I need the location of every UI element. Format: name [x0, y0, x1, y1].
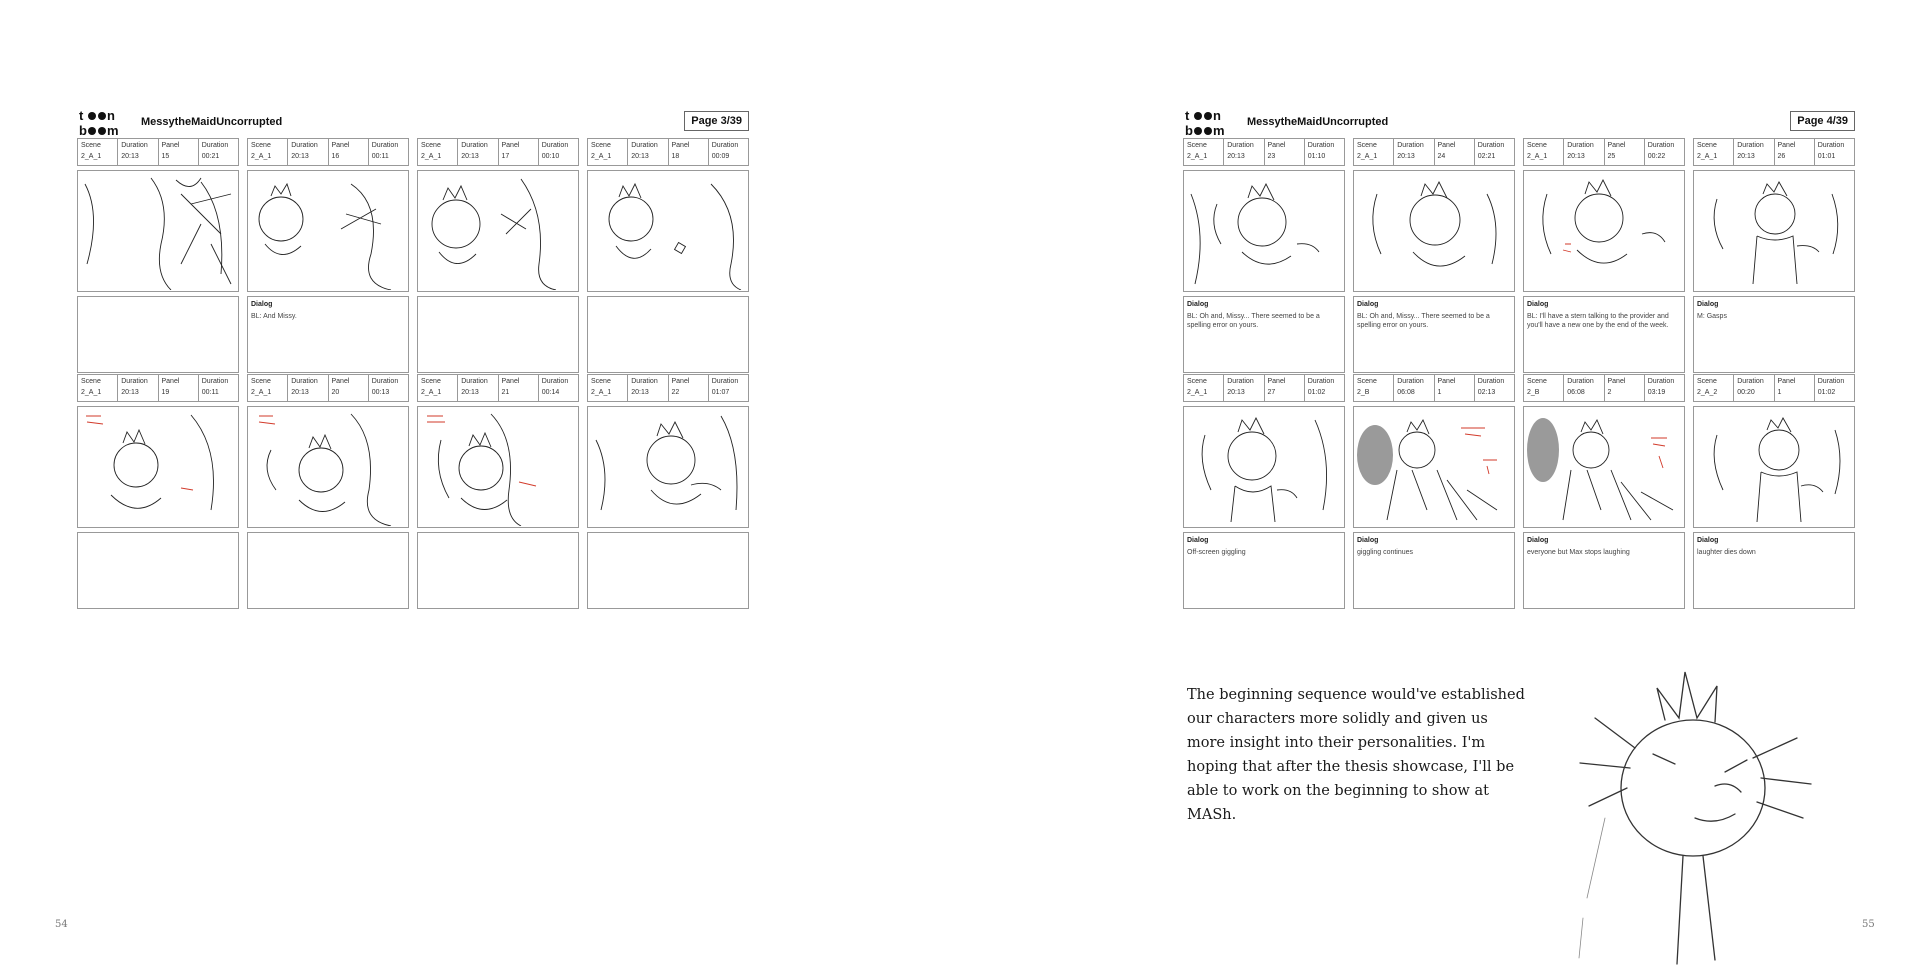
dialog-box: [1183, 296, 1345, 373]
page-number-right: 55: [1862, 919, 1875, 930]
duration-label: Duration: [711, 378, 739, 385]
panel-label: Panel: [671, 378, 690, 385]
scene-label: Scene: [81, 378, 101, 385]
dialog-text: BL: Oh and, Missy... There seemed to be a spelling error on yours.: [1187, 313, 1320, 329]
panel-drawing: [247, 406, 409, 528]
panel-row: [77, 374, 749, 609]
panel-label: Panel: [671, 142, 690, 149]
duration-label: Duration: [541, 378, 569, 385]
svg-text:n: n: [1213, 108, 1221, 123]
panel-duration-value: 00:22: [1647, 153, 1666, 160]
duration-label: Duration: [371, 378, 399, 385]
duration-total-value: 20:13: [121, 153, 139, 160]
scene-value: 2_A_1: [1187, 389, 1208, 396]
panel-label: Panel: [1777, 142, 1796, 149]
storyboard-panel: [1183, 138, 1345, 373]
panel-meta: [1523, 138, 1685, 166]
scene-value: 2_B: [1357, 389, 1370, 396]
dialog-label: Dialog: [1527, 301, 1549, 308]
duration-total-value: 00:20: [1737, 389, 1755, 396]
panel-meta: [417, 374, 579, 402]
panel-meta: [77, 374, 239, 402]
scene-value: 2_A_1: [591, 389, 612, 396]
dialog-text: BL: I'll have a stern talking to the provider and you'll have a new one by the end of the week.: [1527, 313, 1669, 329]
panel-number-value: 1: [1437, 389, 1442, 396]
panel-meta: [247, 138, 409, 166]
panel-label: Panel: [331, 378, 350, 385]
scene-label: Scene: [1527, 142, 1547, 149]
panel-duration-value: 00:10: [541, 153, 560, 160]
svg-text:t: t: [1185, 108, 1190, 123]
panel-drawing: [1183, 406, 1345, 528]
panel-label: Panel: [1607, 142, 1626, 149]
duration-total-value: 20:13: [291, 389, 309, 396]
sketch-image: [1697, 410, 1853, 526]
panel-meta: [417, 138, 579, 166]
dialog-text: giggling continues: [1357, 549, 1414, 556]
panel-duration-value: 01:02: [1307, 389, 1326, 396]
dialog-label: Dialog: [251, 301, 273, 308]
sketch-image: [591, 174, 747, 290]
scene-label: Scene: [1697, 142, 1717, 149]
svg-text:n: n: [107, 108, 115, 123]
panel-drawing: [417, 406, 579, 528]
dialog-box: [77, 296, 239, 373]
duration-label: Duration: [631, 378, 658, 385]
panel-duration-value: 03:19: [1647, 389, 1666, 396]
dialog-box: [1353, 296, 1515, 373]
panel-drawing: [1523, 406, 1685, 528]
dialog-label: Dialog: [1527, 537, 1549, 544]
duration-label: Duration: [1737, 142, 1764, 149]
storyboard-panel: [1353, 138, 1515, 373]
dialog-box: [1693, 296, 1855, 373]
panel-drawing: [1693, 406, 1855, 528]
dialog-text: BL: And Missy.: [251, 313, 297, 320]
panel-meta: [1353, 138, 1515, 166]
body-paragraph: The beginning sequence would've established our characters more solidly and given us more insight into their personalities. I'm hoping that after the thesis showcase, I'll be able to work on the beginning to show at MASh.: [1187, 687, 1525, 823]
duration-label: Duration: [291, 378, 318, 385]
panel-number-value: 24: [1437, 153, 1446, 160]
scene-label: Scene: [591, 378, 611, 385]
storyboard-sheet-left: [77, 108, 749, 606]
storyboard-panel: [77, 138, 239, 373]
scene-label: Scene: [1527, 378, 1547, 385]
panel-row: [1183, 138, 1855, 373]
sketch-image: [1357, 410, 1513, 526]
sketch-image: [421, 410, 577, 526]
duration-label: Duration: [1227, 378, 1254, 385]
panel-number-value: 23: [1267, 153, 1276, 160]
character-doodle-image: [1575, 668, 1815, 968]
panel-meta: [77, 138, 239, 166]
duration-label: Duration: [1817, 142, 1845, 149]
dialog-label: Dialog: [1357, 301, 1379, 308]
sketch-image: [81, 174, 237, 290]
duration-label: Duration: [631, 142, 658, 149]
svg-text:t: t: [79, 108, 84, 123]
storyboard-panel: [417, 138, 579, 373]
panel-duration-value: 00:14: [541, 389, 560, 396]
panel-duration-value: 00:09: [711, 153, 730, 160]
scene-value: 2_A_1: [421, 389, 442, 396]
panel-number-value: 22: [671, 389, 680, 396]
panel-meta: [1353, 374, 1515, 402]
panel-label: Panel: [501, 142, 520, 149]
panel-duration-value: 00:13: [371, 389, 390, 396]
scene-label: Scene: [1187, 378, 1207, 385]
scene-label: Scene: [591, 142, 611, 149]
panel-duration-value: 00:21: [201, 153, 220, 160]
dialog-box: [1183, 532, 1345, 609]
duration-label: Duration: [1307, 142, 1335, 149]
panel-meta: [1183, 374, 1345, 402]
panel-drawing: [1353, 170, 1515, 292]
sketch-image: [591, 410, 747, 526]
panel-duration-value: 00:11: [201, 389, 219, 396]
panel-duration-value: 02:21: [1477, 153, 1496, 160]
panel-label: Panel: [501, 378, 520, 385]
storyboard-panel: [247, 138, 409, 373]
panel-drawing: [417, 170, 579, 292]
panel-label: Panel: [1607, 378, 1626, 385]
panel-drawing: [77, 406, 239, 528]
panel-duration-value: 01:01: [1817, 153, 1836, 160]
dialog-box: [1353, 532, 1515, 609]
panel-drawing: [1523, 170, 1685, 292]
scene-value: 2_A_1: [421, 153, 442, 160]
dialog-box: [1523, 532, 1685, 609]
sketch-image: [1187, 410, 1343, 526]
project-title: MessytheMaidUncorrupted: [1247, 116, 1389, 128]
panel-drawing: [587, 170, 749, 292]
panel-number-value: 25: [1607, 153, 1616, 160]
scene-label: Scene: [1357, 378, 1377, 385]
storyboard-panel: [1523, 374, 1685, 609]
sheet-header: [1183, 108, 1855, 138]
dialog-box: [417, 532, 579, 609]
panel-meta: [1523, 374, 1685, 402]
scene-value: 2_A_1: [81, 389, 102, 396]
dialog-box: [1523, 296, 1685, 373]
panel-number-value: 19: [161, 389, 170, 396]
panel-row: [77, 138, 749, 373]
panel-meta: [587, 138, 749, 166]
panel-meta: [1183, 138, 1345, 166]
duration-total-value: 20:13: [1397, 153, 1415, 160]
duration-label: Duration: [711, 142, 739, 149]
dialog-box: [247, 296, 409, 373]
panel-label: Panel: [161, 142, 180, 149]
page-indicator: Page 3/39: [684, 111, 749, 131]
storyboard-panel: [77, 374, 239, 609]
svg-text:b: b: [79, 123, 87, 138]
svg-text:m: m: [1213, 123, 1225, 138]
duration-total-value: 20:13: [631, 389, 649, 396]
duration-total-value: 20:13: [1737, 153, 1755, 160]
dialog-box: [77, 532, 239, 609]
storyboard-panel: [1353, 374, 1515, 609]
duration-label: Duration: [1737, 378, 1764, 385]
scene-value: 2_B: [1527, 389, 1540, 396]
panel-meta: [1693, 138, 1855, 166]
panel-drawing: [1693, 170, 1855, 292]
panel-label: Panel: [161, 378, 180, 385]
storyboard-panel: [1693, 374, 1855, 609]
sketch-image: [1527, 174, 1683, 290]
dialog-text: BL: Oh and, Missy... There seemed to be a spelling error on yours.: [1357, 313, 1490, 329]
panel-number-value: 18: [671, 153, 680, 160]
scene-value: 2_A_1: [81, 153, 102, 160]
duration-label: Duration: [461, 142, 488, 149]
panel-number-value: 26: [1777, 153, 1786, 160]
dialog-label: Dialog: [1357, 537, 1379, 544]
duration-label: Duration: [1817, 378, 1845, 385]
duration-label: Duration: [371, 142, 399, 149]
toon-boom-logo-icon: [1183, 108, 1237, 138]
duration-label: Duration: [291, 142, 318, 149]
panel-meta: [587, 374, 749, 402]
duration-total-value: 20:13: [461, 153, 479, 160]
duration-total-value: 20:13: [1227, 153, 1245, 160]
scene-label: Scene: [1357, 142, 1377, 149]
dialog-text: M: Gasps: [1697, 313, 1727, 320]
panel-duration-value: 01:02: [1817, 389, 1836, 396]
sketch-image: [251, 410, 407, 526]
sketch-image: [1697, 174, 1853, 290]
dialog-label: Dialog: [1697, 301, 1719, 308]
duration-total-value: 20:13: [1567, 153, 1585, 160]
panel-number-value: 21: [501, 389, 510, 396]
scene-label: Scene: [81, 142, 101, 149]
duration-label: Duration: [1647, 378, 1675, 385]
scene-label: Scene: [1187, 142, 1207, 149]
dialog-text: Off-screen giggling: [1187, 549, 1246, 556]
scene-value: 2_A_1: [1187, 153, 1208, 160]
panel-number-value: 16: [331, 153, 340, 160]
scene-label: Scene: [1697, 378, 1717, 385]
duration-label: Duration: [1477, 142, 1505, 149]
dialog-label: Dialog: [1187, 301, 1209, 308]
storyboard-panel: [1523, 138, 1685, 373]
duration-label: Duration: [1567, 142, 1594, 149]
duration-label: Duration: [201, 142, 229, 149]
panel-drawing: [1353, 406, 1515, 528]
scene-label: Scene: [421, 142, 441, 149]
duration-label: Duration: [461, 378, 488, 385]
svg-text:m: m: [107, 123, 119, 138]
panel-label: Panel: [331, 142, 350, 149]
sketch-image: [251, 174, 407, 290]
panel-row: [1183, 374, 1855, 609]
panel-duration-value: 00:11: [371, 153, 389, 160]
scene-value: 2_A_1: [1357, 153, 1378, 160]
storyboard-panel: [587, 138, 749, 373]
panel-drawing: [587, 406, 749, 528]
storyboard-panel: [1693, 138, 1855, 373]
project-title: MessytheMaidUncorrupted: [141, 116, 283, 128]
dialog-box: [587, 532, 749, 609]
panel-drawing: [247, 170, 409, 292]
panel-label: Panel: [1267, 142, 1286, 149]
duration-label: Duration: [1307, 378, 1335, 385]
duration-total-value: 20:13: [461, 389, 479, 396]
storyboard-panel: [247, 374, 409, 609]
dialog-box: [1693, 532, 1855, 609]
sketch-image: [421, 174, 577, 290]
storyboard-panel: [1183, 374, 1345, 609]
scene-value: 2_A_1: [591, 153, 612, 160]
panel-duration-value: 01:10: [1307, 153, 1326, 160]
panel-number-value: 17: [501, 153, 510, 160]
dialog-label: Dialog: [1187, 537, 1209, 544]
sketch-image: [1357, 174, 1513, 290]
panel-label: Panel: [1777, 378, 1796, 385]
scene-value: 2_A_1: [251, 153, 272, 160]
page-indicator: Page 4/39: [1790, 111, 1855, 131]
dialog-label: Dialog: [1697, 537, 1719, 544]
scene-value: 2_A_1: [251, 389, 272, 396]
panel-label: Panel: [1267, 378, 1286, 385]
panel-label: Panel: [1437, 142, 1456, 149]
duration-total-value: 20:13: [1227, 389, 1245, 396]
duration-label: Duration: [1397, 142, 1424, 149]
sketch-image: [1187, 174, 1343, 290]
dialog-text: everyone but Max stops laughing: [1527, 549, 1630, 556]
storyboard-panel: [587, 374, 749, 609]
storyboard-panel: [417, 374, 579, 609]
scene-label: Scene: [421, 378, 441, 385]
panel-duration-value: 02:13: [1477, 389, 1496, 396]
panel-drawing: [1183, 170, 1345, 292]
panel-number-value: 1: [1777, 389, 1782, 396]
panel-duration-value: 01:07: [711, 389, 730, 396]
dialog-box: [587, 296, 749, 373]
duration-label: Duration: [201, 378, 229, 385]
duration-total-value: 06:08: [1567, 389, 1585, 396]
sheet-header: [77, 108, 749, 138]
dialog-box: [247, 532, 409, 609]
dialog-text: laughter dies down: [1697, 549, 1756, 556]
duration-label: Duration: [541, 142, 569, 149]
sketch-image: [81, 410, 237, 526]
storyboard-sheet-right: [1183, 108, 1855, 606]
sketch-image: [1527, 410, 1683, 526]
duration-total-value: 06:08: [1397, 389, 1415, 396]
page-number-left: 54: [55, 919, 68, 930]
panel-number-value: 15: [161, 153, 170, 160]
toon-boom-logo-icon: [77, 108, 131, 138]
panel-number-value: 27: [1267, 389, 1276, 396]
panel-drawing: [77, 170, 239, 292]
duration-label: Duration: [1397, 378, 1424, 385]
duration-label: Duration: [1477, 378, 1505, 385]
scene-label: Scene: [251, 378, 271, 385]
duration-total-value: 20:13: [291, 153, 309, 160]
scene-value: 2_A_2: [1697, 389, 1718, 396]
panel-meta: [247, 374, 409, 402]
dialog-box: [417, 296, 579, 373]
scene-label: Scene: [251, 142, 271, 149]
duration-label: Duration: [121, 378, 148, 385]
duration-total-value: 20:13: [631, 153, 649, 160]
panel-number-value: 2: [1607, 389, 1612, 396]
duration-label: Duration: [1647, 142, 1675, 149]
panel-number-value: 20: [331, 389, 340, 396]
panel-label: Panel: [1437, 378, 1456, 385]
svg-text:b: b: [1185, 123, 1193, 138]
panel-meta: [1693, 374, 1855, 402]
duration-label: Duration: [121, 142, 148, 149]
scene-value: 2_A_1: [1697, 153, 1718, 160]
duration-label: Duration: [1227, 142, 1254, 149]
duration-label: Duration: [1567, 378, 1594, 385]
scene-value: 2_A_1: [1527, 153, 1548, 160]
duration-total-value: 20:13: [121, 389, 139, 396]
